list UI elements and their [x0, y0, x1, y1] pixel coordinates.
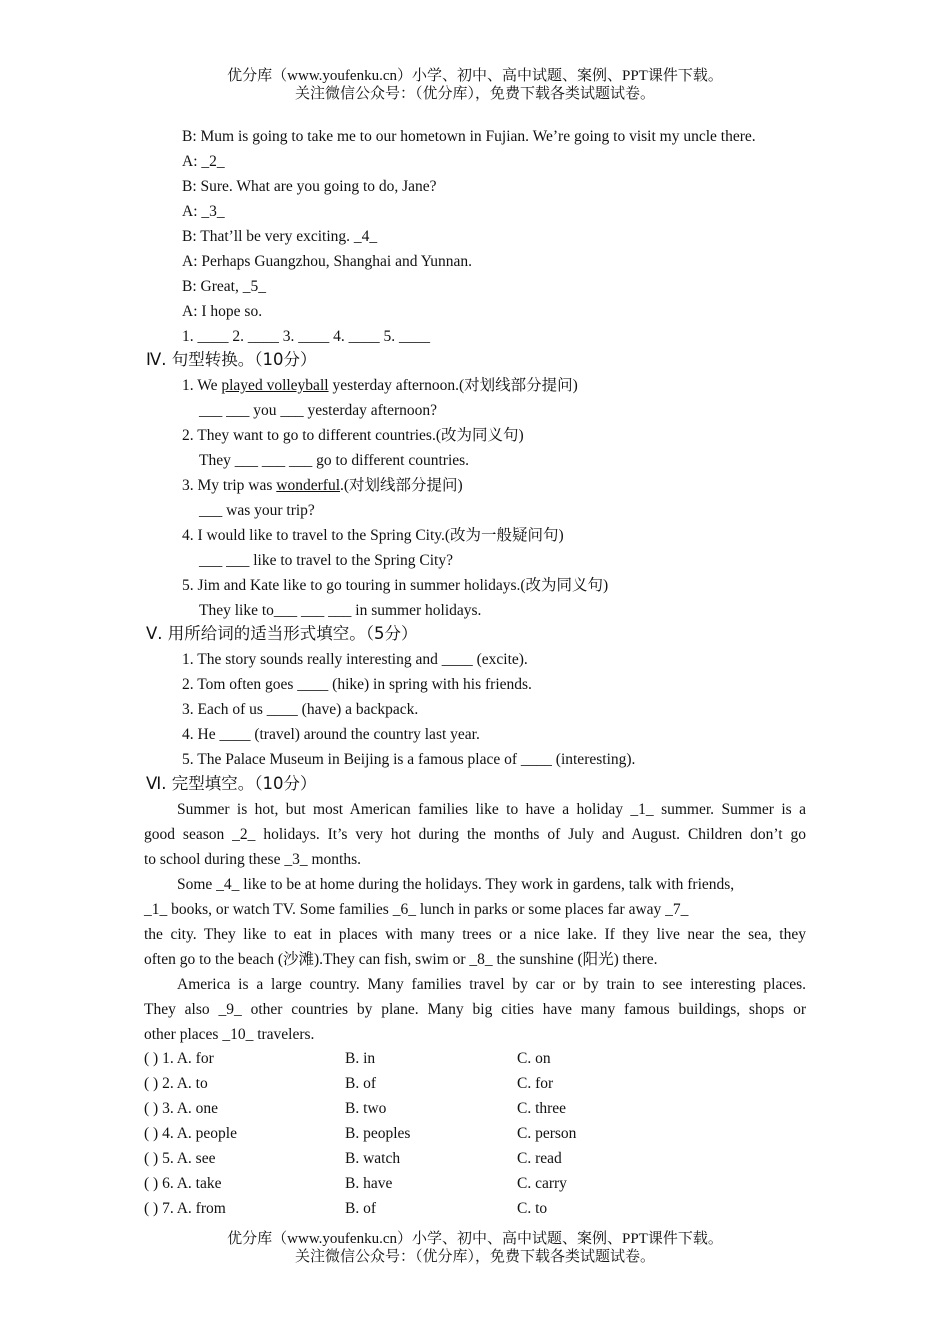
s4-answer-3: ___ was your trip? [199, 502, 315, 519]
section-6-title: Ⅵ. 完型填空。（10分） [146, 774, 317, 793]
option-6-b: B. have [345, 1175, 393, 1192]
s4-answer-4: ___ ___ like to travel to the Spring City? [199, 552, 453, 569]
s5-item-1: 1. The story sounds really interesting and ____ (excite). [182, 651, 528, 668]
s5-item-3: 3. Each of us ____ (have) a backpack. [182, 701, 419, 718]
option-7-a: ( ) 7. A. from [144, 1200, 226, 1217]
dialogue-line-4: A: _3_ [182, 203, 225, 220]
option-2-a: ( ) 2. A. to [144, 1075, 208, 1092]
option-1-c: C. on [517, 1050, 551, 1067]
dialogue-line-3: B: Sure. What are you going to do, Jane? [182, 178, 437, 195]
cloze-p3-line-2: They also _9_ other countries by plane. Many big cities have many famous buildings, shops or [144, 1001, 806, 1018]
option-4-a: ( ) 4. A. people [144, 1125, 237, 1142]
section-4-title: Ⅳ. 句型转换。（10分） [146, 350, 317, 369]
cloze-p3-line-1: America is a large country. Many families travel by car or by train to see interesting places. [177, 976, 806, 993]
option-5-a: ( ) 5. A. see [144, 1150, 216, 1167]
option-4-c: C. person [517, 1125, 577, 1142]
option-1-a: ( ) 1. A. for [144, 1050, 214, 1067]
option-7-c: C. to [517, 1200, 548, 1217]
page-header [0, 67, 950, 103]
option-2-c: C. for [517, 1075, 554, 1092]
s4-question-3: 3. My trip was wonderful.(对划线部分提问) [182, 477, 463, 494]
cloze-p1-line-1: Summer is hot, but most American families like to have a holiday _1_ summer. Summer is a [177, 801, 806, 818]
option-2-b: B. of [345, 1075, 376, 1092]
option-7-b: B. of [345, 1200, 376, 1217]
section-5-title: Ⅴ. 用所给词的适当形式填空。（5分） [146, 624, 418, 643]
option-5-b: B. watch [345, 1150, 401, 1167]
s4-question-1: 1. We played volleyball yesterday afternoon.(对划线部分提问) [182, 377, 578, 394]
header-line-1: 优分库（www.youfenku.cn）小学、初中、高中试题、案例、PPT课件下载。 [227, 68, 723, 84]
option-3-b: B. two [345, 1100, 387, 1117]
s4-question-5: 5. Jim and Kate like to go touring in summer holidays.(改为同义句) [182, 577, 609, 594]
s5-item-5: 5. The Palace Museum in Beijing is a famous place of ____ (interesting). [182, 751, 636, 768]
dialogue-line-1: B: Mum is going to take me to our hometown in Fujian. We’re going to visit my uncle there. [182, 128, 756, 145]
dialogue-line-5: B: That’ll be very exciting. _4_ [182, 228, 378, 245]
cloze-p2-line-4: often go to the beach (沙滩).They can fish, swim or _8_ the sunshine (阳光) there. [144, 951, 658, 968]
s4-answer-5: They like to___ ___ ___ in summer holidays. [199, 602, 482, 619]
option-6-a: ( ) 6. A. take [144, 1175, 222, 1192]
option-5-c: C. read [517, 1150, 562, 1167]
s4-question-4: 4. I would like to travel to the Spring City.(改为一般疑问句) [182, 527, 564, 544]
cloze-p2-line-3: the city. They like to eat in places with many trees or a nice lake. If they live near the sea, they [144, 926, 806, 943]
s4-answer-2: They ___ ___ ___ go to different countries. [199, 452, 470, 469]
footer-line-2: 关注微信公众号：（优分库），免费下载各类试题试卷。 [294, 1249, 655, 1265]
page-footer [0, 1230, 950, 1266]
cloze-p3-line-3: other places _10_ travelers. [144, 1026, 315, 1043]
header-line-2: 关注微信公众号：（优分库），免费下载各类试题试卷。 [294, 86, 655, 102]
dialogue-line-8: A: I hope so. [182, 303, 263, 320]
s4-question-2: 2. They want to go to different countries.(改为同义句) [182, 427, 524, 444]
dialogue-line-7: B: Great, _5_ [182, 278, 266, 295]
dialogue-line-6: A: Perhaps Guangzhou, Shanghai and Yunnan. [182, 253, 472, 270]
option-1-b: B. in [345, 1050, 376, 1067]
option-6-c: C. carry [517, 1175, 567, 1192]
cloze-p2-line-2: _1_ books, or watch TV. Some families _6_ lunch in parks or some places far away _7_ [144, 901, 689, 918]
option-3-a: ( ) 3. A. one [144, 1100, 219, 1117]
s4-answer-1: ___ ___ you ___ yesterday afternoon? [199, 402, 438, 419]
cloze-p2-line-1: Some _4_ like to be at home during the holidays. They work in gardens, talk with friends, [177, 876, 735, 893]
dialogue-answer-blanks: 1. ____ 2. ____ 3. ____ 4. ____ 5. ____ [182, 328, 430, 345]
s5-item-4: 4. He ____ (travel) around the country last year. [182, 726, 480, 743]
s5-item-2: 2. Tom often goes ____ (hike) in spring with his friends. [182, 676, 532, 693]
option-3-c: C. three [517, 1100, 567, 1117]
cloze-p1-line-2: good season _2_ holidays. It’s very hot during the months of July and August. Children don’t go [144, 826, 806, 843]
option-4-b: B. peoples [345, 1125, 411, 1142]
dialogue-line-2: A: _2_ [182, 153, 225, 170]
footer-line-1: 优分库（www.youfenku.cn）小学、初中、高中试题、案例、PPT课件下载。 [227, 1231, 723, 1247]
cloze-p1-line-3: to school during these _3_ months. [144, 851, 361, 868]
